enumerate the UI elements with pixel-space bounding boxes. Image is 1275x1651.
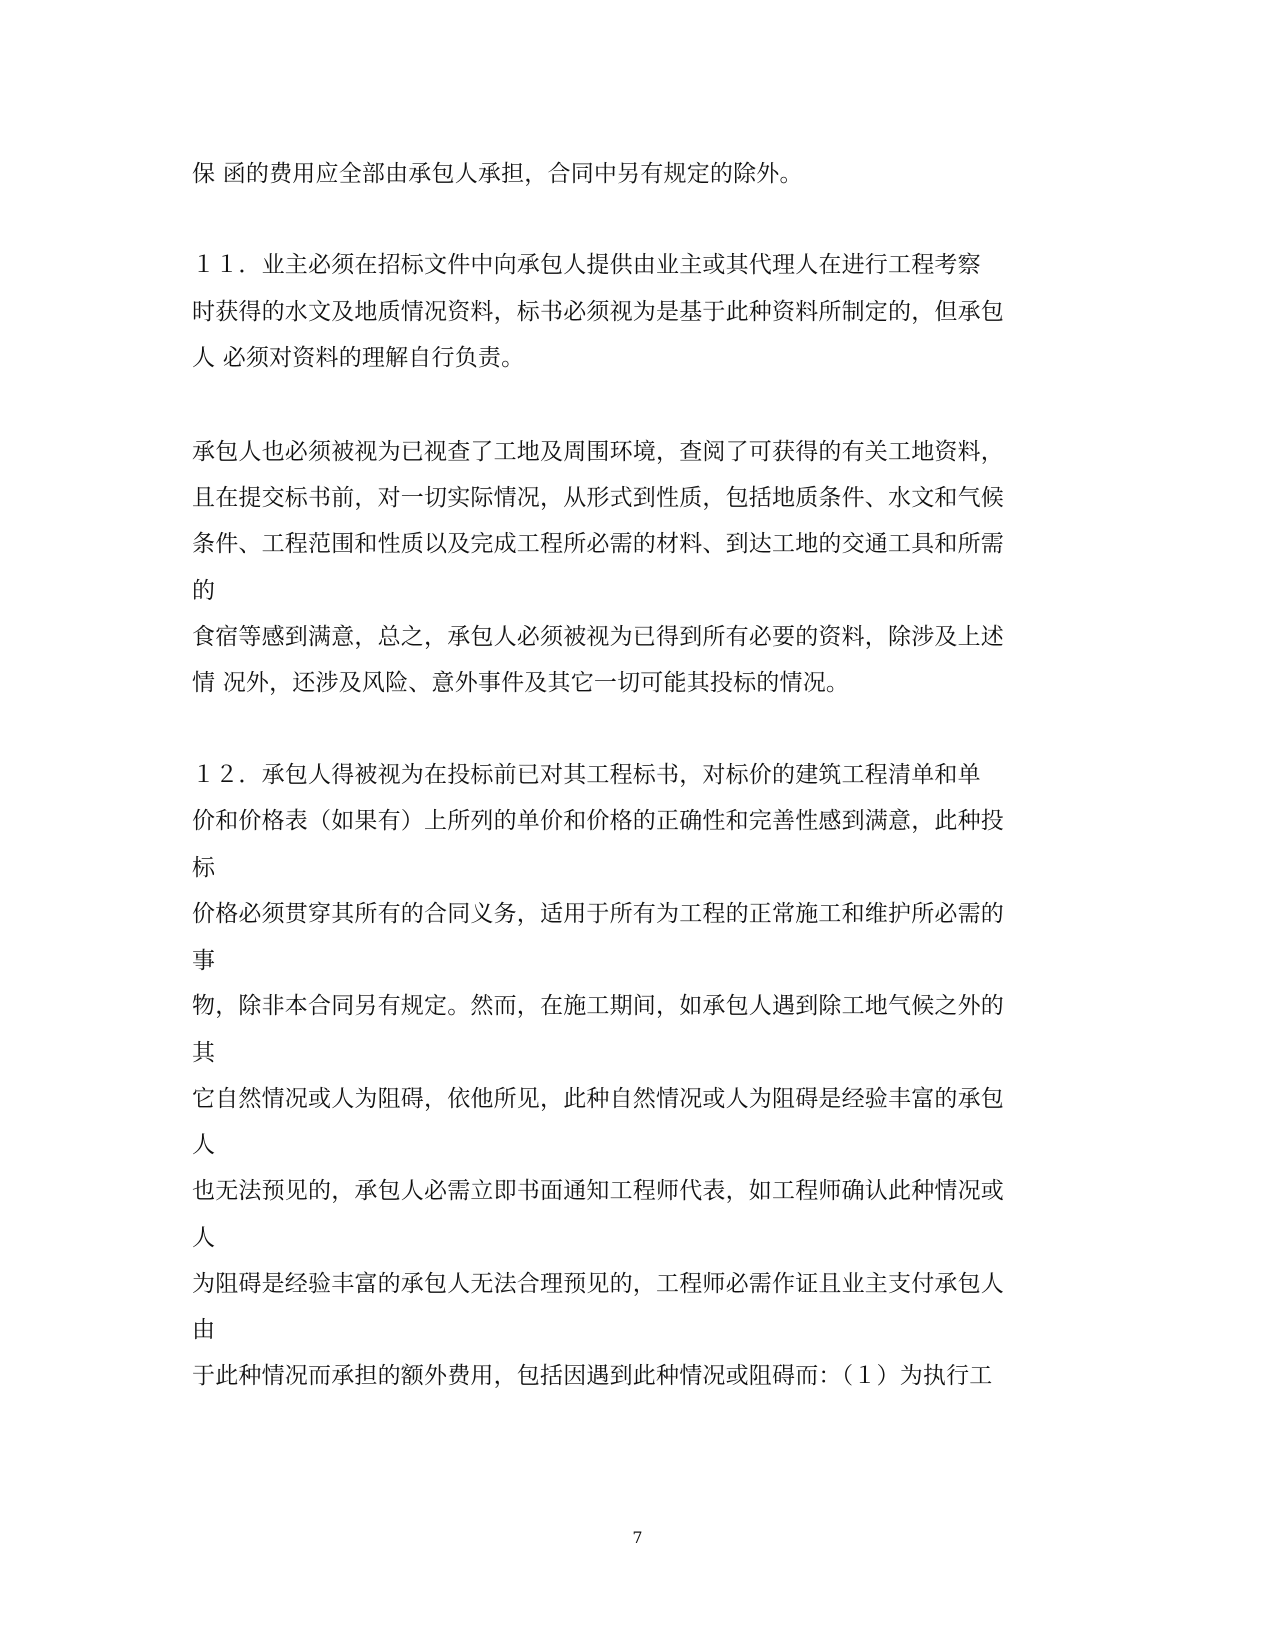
text-line: 事 [192,948,216,974]
text-line: 物，除非本合同另有规定。然而，在施工期间，如承包人遇到除工地气候之外的 [192,993,1004,1019]
text-line: 时获得的水文及地质情况资料，标书必须视为是基于此种资料所制定的，但承包 [192,299,1004,325]
page-number: 7 [632,1528,643,1547]
text-line: 人 [192,1132,216,1158]
text-line: 人 必须对资料的理解自行负责。 [192,345,525,371]
text-line: 价和价格表（如果有）上所列的单价和价格的正确性和完善性感到满意，此种投 [192,808,1004,834]
text-line: １２．承包人得被视为在投标前已对其工程标书，对标价的建筑工程清单和单 [192,762,981,788]
text-line: 为阻碍是经验丰富的承包人无法合理预见的，工程师必需作证且业主支付承包人 [192,1271,1004,1297]
text-line: 条件、工程范围和性质以及完成工程所必需的材料、到达工地的交通工具和所需 [192,531,1004,557]
text-line: 也无法预见的，承包人必需立即书面通知工程师代表，如工程师确认此种情况或 [192,1178,1004,1204]
text-line: 人 [192,1225,216,1251]
text-line: 的 [192,578,216,604]
text-line: 标 [192,855,216,881]
text-line: 其 [192,1040,216,1066]
text-line: 情 况外，还涉及风险、意外事件及其它一切可能其投标的情况。 [192,670,850,696]
text-line: 价格必须贯穿其所有的合同义务，适用于所有为工程的正常施工和维护所必需的 [192,901,1004,927]
text-line: 食宿等感到满意，总之，承包人必须被视为已得到所有必要的资料，除涉及上述 [192,624,1004,650]
text-line: 承包人也必须被视为已视查了工地及周围环境，查阅了可获得的有关工地资料， [192,439,1004,465]
text-line: 它自然情况或人为阻碍，依他所见，此种自然情况或人为阻碍是经验丰富的承包 [192,1086,1004,1112]
text-line: 于此种情况而承担的额外费用，包括因遇到此种情况或阻碍而：（１）为执行工 [192,1363,993,1389]
text-line: 且在提交标书前，对一切实际情况，从形式到性质，包括地质条件、水文和气候 [192,485,1004,511]
text-line: 由 [192,1317,216,1343]
text-line: 保 函的费用应全部由承包人承担，合同中另有规定的除外。 [192,161,803,187]
text-line: １１．业主必须在招标文件中向承包人提供由业主或其代理人在进行工程考察 [192,252,981,278]
